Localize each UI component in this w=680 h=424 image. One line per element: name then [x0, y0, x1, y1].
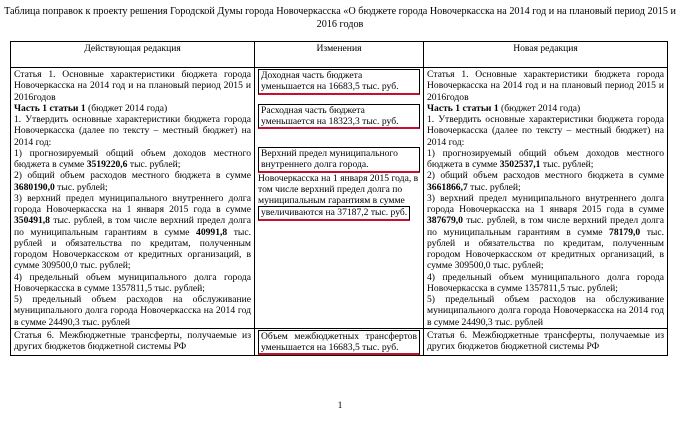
change-debt-title: Верхний предел муниципального внутреннего долга города.: [258, 147, 420, 173]
new-p2-text: 1) прогнозируемый общий объем доходов местного бюджета в сумме: [427, 147, 664, 170]
amendments-table: [10, 41, 668, 356]
new-part: [427, 103, 664, 114]
new-p3: [427, 170, 664, 193]
current-heading: Статья 1. Основные характеристики бюджета города Новочеркасска на 2014 год и на плановый период 2015 и 2016годов: [14, 69, 251, 103]
change-debt: [258, 147, 420, 221]
current-p4-text3: тыс. рублей и обязательства по кредитам, полученным городом Новочеркасском от кредитных организаций, в сумме 309500,0 тыс. рублей;: [14, 226, 251, 272]
current-p4-text: 3) верхний предел муниципального внутреннего долга города Новочеркасска на 1 января 2015 года в сумме: [14, 192, 251, 215]
current-p4-text2: тыс. рублей, в том числе верхний предел долга по муниципальным гарантиям в сумме: [14, 215, 251, 238]
current-part: [14, 103, 251, 114]
change-income-text: Доходная часть бюджета уменьшается на 16683,5 тыс. руб.: [258, 69, 420, 95]
change-transfers-text: Объем межбюджетных трансфертов уменьшается на 16683,5 тыс. руб.: [258, 330, 420, 356]
header-changes: Изменения: [255, 42, 424, 68]
header-new: Новая редакция: [424, 42, 668, 68]
header-row: [11, 42, 668, 68]
current-p3: [14, 170, 251, 193]
current-p2-text: 1) прогнозируемый общий объем доходов местного бюджета в сумме: [14, 147, 251, 170]
new-p2: [427, 148, 664, 171]
new-p3-value: 3661866,7: [427, 181, 468, 193]
current-p4-value: 350491,8: [14, 215, 50, 227]
new-p4-text: 3) верхний предел муниципального внутреннего долга города Новочеркасска на 1 января 2015 года в сумме: [427, 192, 664, 215]
change-expense: [258, 104, 420, 130]
header-current: Действующая редакция: [11, 42, 255, 68]
current-p3-value: 3680190,0: [14, 181, 55, 193]
current-part-rest: (бюджет 2014 года): [85, 102, 168, 114]
new-heading: Статья 1. Основные характеристики бюджета города Новочеркасска на 2014 год и на плановый период 2015 и 2016годов: [427, 69, 664, 103]
page-number: 1: [337, 400, 343, 411]
current-p2-value: 3519220,6: [86, 159, 128, 170]
cell-new-article-1: [424, 68, 668, 329]
new-p2-value: 3502537,1: [499, 159, 541, 170]
new-part-rest: (бюджет 2014 года): [498, 102, 581, 114]
current-p3-text: 2) общий объем расходов местного бюджета в сумме: [14, 170, 251, 182]
cell-new-article-6: Статья 6. Межбюджетные трансферты, получаемые из других бюджетов бюджетной системы РФ: [424, 328, 668, 356]
new-p2-unit: тыс. рублей;: [540, 159, 594, 170]
new-p4-text3: тыс. рублей и обязательства по кредитам, полученным городом Новочеркасском от кредитных организаций, в сумме 309500,0 тыс. рублей;: [427, 226, 664, 272]
new-p5: 4) предельный объем муниципального долга города Новочеркасска в сумме 1357811,5 тыс. рублей;: [427, 271, 664, 294]
new-p6: 5) предельный объем расходов на обслуживание муниципального долга города Новочеркасска на 2014 год в сумме 24490,3 тыс. рублей: [427, 294, 664, 328]
current-p3-unit: тыс. рублей;: [54, 181, 108, 193]
change-income: [258, 69, 420, 95]
new-p4-value2: 78179,0: [609, 226, 641, 238]
current-p5: 4) предельный объем муниципального долга города Новочеркасска в сумме 1357811,5 тыс. рублей;: [14, 271, 251, 294]
cell-changes-article-1: [255, 68, 424, 329]
new-p4: [427, 193, 664, 272]
current-p1: 1. Утвердить основные характеристики бюджета города Новочеркасска (далее по тексту – местный бюджет) на 2014 год:: [14, 114, 251, 148]
row-article-6: [11, 328, 668, 356]
new-part-bold: Часть 1 статьи 1: [427, 102, 499, 114]
row-article-1: [11, 68, 668, 329]
current-p6: 5) предельный объем расходов на обслуживание муниципального долга города Новочеркасска на 2014 год в сумме 24490,3 тыс. рублей: [14, 294, 251, 328]
cell-current-article-6: Статья 6. Межбюджетные трансферты, получаемые из других бюджетов бюджетной системы РФ: [11, 328, 255, 356]
current-p2-unit: тыс. рублей;: [127, 159, 181, 170]
new-p4-text2: тыс. рублей, в том числе верхний предел долга по муниципальным гарантиям в сумме: [427, 215, 664, 238]
new-p3-unit: тыс. рублей;: [467, 181, 521, 193]
cell-current-article-1: [11, 68, 255, 329]
current-p4-value2: 40991,8: [196, 226, 228, 238]
change-debt-amount: увеличиваются на 37187,2 тыс. руб.: [258, 206, 410, 220]
document-title: Таблица поправок к проекту решения Городской Думы города Новочеркасска «О бюджете города Новочеркасска на 2014 год и на плановый период 2015 и 2016 годов: [4, 6, 676, 30]
current-part-bold: Часть 1 статьи 1: [14, 102, 86, 114]
new-p3-text: 2) общий объем расходов местного бюджета в сумме: [427, 170, 664, 182]
cell-changes-article-6: [255, 328, 424, 356]
new-p4-value: 387679,0: [427, 215, 463, 227]
change-debt-text: Новочеркасска на 1 января 2015 года, в том числе верхний предел долга по муниципальным гарантиям в сумме: [258, 172, 419, 206]
change-expense-text: Расходная часть бюджета уменьшается на 18323,3 тыс. руб.: [258, 104, 420, 130]
current-p4: [14, 193, 251, 272]
current-p2: [14, 148, 251, 171]
new-p1: 1. Утвердить основные характеристики бюджета города Новочеркасска (далее по тексту – местный бюджет) на 2014 год:: [427, 114, 664, 148]
